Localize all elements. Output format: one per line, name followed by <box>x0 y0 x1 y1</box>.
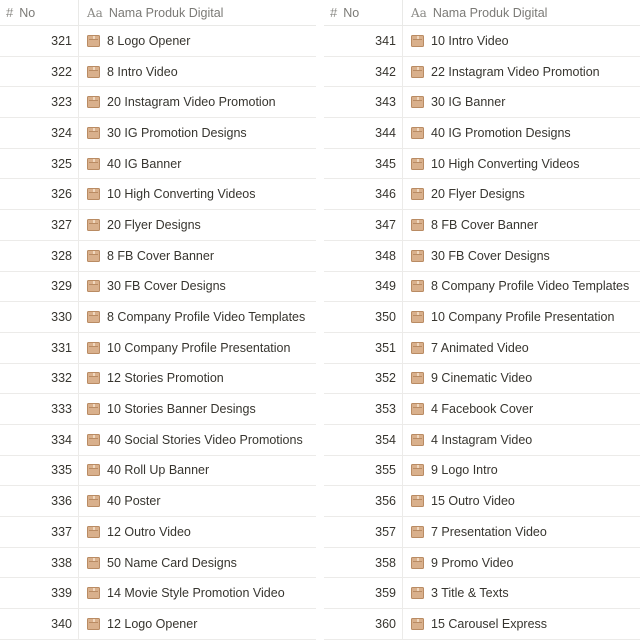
row-number: 329 <box>0 272 79 302</box>
product-name: 20 Flyer Designs <box>107 217 201 232</box>
table-row[interactable] <box>324 302 640 333</box>
box-icon <box>87 372 100 384</box>
table-row[interactable] <box>324 364 640 395</box>
box-icon <box>87 587 100 599</box>
box-icon <box>87 464 100 476</box>
box-icon <box>411 526 424 538</box>
product-name: 30 FB Cover Designs <box>107 279 226 294</box>
column-header-name[interactable] <box>79 0 316 25</box>
row-number: 355 <box>324 456 403 486</box>
table-row[interactable] <box>0 87 316 118</box>
row-number: 321 <box>0 26 79 56</box>
box-icon <box>87 403 100 415</box>
product-name-cell[interactable] <box>403 333 640 363</box>
product-name: 10 High Converting Videos <box>107 187 256 202</box>
table-row[interactable] <box>0 333 316 364</box>
text-type-icon: Aa <box>411 5 427 20</box>
product-name-cell[interactable] <box>79 425 316 455</box>
product-name-cell[interactable] <box>79 486 316 516</box>
product-name-cell[interactable] <box>403 609 640 639</box>
product-name-cell[interactable] <box>79 364 316 394</box>
table-row[interactable] <box>324 87 640 118</box>
box-icon <box>87 219 100 231</box>
row-number: 340 <box>0 609 79 639</box>
row-number: 325 <box>0 149 79 179</box>
table-body <box>0 26 316 640</box>
box-icon <box>87 526 100 538</box>
product-name: 9 Logo Intro <box>431 463 498 478</box>
product-name-cell[interactable] <box>403 87 640 117</box>
product-name-cell[interactable] <box>403 394 640 424</box>
box-icon <box>87 35 100 47</box>
product-name: 15 Outro Video <box>431 494 515 509</box>
row-number: 343 <box>324 87 403 117</box>
product-name: 14 Movie Style Promotion Video <box>107 586 285 601</box>
row-number: 354 <box>324 425 403 455</box>
product-name-cell[interactable] <box>403 241 640 271</box>
product-name: 10 Stories Banner Desings <box>107 402 256 417</box>
product-name: 3 Title & Texts <box>431 586 509 601</box>
row-number: 344 <box>324 118 403 148</box>
table-body <box>324 26 640 640</box>
product-name: 40 Poster <box>107 494 161 509</box>
product-name-cell[interactable] <box>79 333 316 363</box>
product-name: 4 Facebook Cover <box>431 402 534 417</box>
product-name-cell[interactable] <box>403 118 640 148</box>
table-divider <box>316 0 324 640</box>
product-name: 8 FB Cover Banner <box>431 217 538 232</box>
table-row[interactable] <box>0 609 316 640</box>
row-number: 327 <box>0 210 79 240</box>
row-number: 323 <box>0 87 79 117</box>
product-name-cell[interactable] <box>79 609 316 639</box>
table-row[interactable] <box>324 272 640 303</box>
box-icon <box>411 219 424 231</box>
product-name-cell[interactable] <box>403 57 640 87</box>
table-row[interactable] <box>324 179 640 210</box>
box-icon <box>87 250 100 262</box>
table-row[interactable] <box>0 425 316 456</box>
table-row[interactable] <box>0 118 316 149</box>
product-name-cell[interactable] <box>403 456 640 486</box>
product-name-cell[interactable] <box>79 272 316 302</box>
hash-icon: # <box>330 5 338 20</box>
product-name: 9 Cinematic Video <box>431 371 533 386</box>
row-number: 359 <box>324 578 403 608</box>
row-number: 328 <box>0 241 79 271</box>
table-row[interactable] <box>324 578 640 609</box>
product-name: 40 IG Promotion Designs <box>431 125 571 140</box>
table-row[interactable] <box>324 241 640 272</box>
product-name-cell[interactable] <box>79 210 316 240</box>
product-name: 10 Intro Video <box>431 33 509 48</box>
row-number: 324 <box>0 118 79 148</box>
table-row[interactable] <box>324 210 640 241</box>
table-row[interactable] <box>0 272 316 303</box>
box-icon <box>411 250 424 262</box>
table-header <box>324 0 640 26</box>
product-name-cell[interactable] <box>403 486 640 516</box>
box-icon <box>87 557 100 569</box>
box-icon <box>411 557 424 569</box>
table-row[interactable] <box>324 118 640 149</box>
row-number: 338 <box>0 548 79 578</box>
row-number: 341 <box>324 26 403 56</box>
product-name: 7 Presentation Video <box>431 524 547 539</box>
row-number: 330 <box>0 302 79 332</box>
product-name-cell[interactable] <box>403 578 640 608</box>
product-name-cell[interactable] <box>79 548 316 578</box>
product-name: 8 Intro Video <box>107 64 178 79</box>
row-number: 356 <box>324 486 403 516</box>
box-icon <box>411 188 424 200</box>
box-icon <box>87 96 100 108</box>
product-name: 30 FB Cover Designs <box>431 248 550 263</box>
product-table-left <box>0 0 316 640</box>
table-row[interactable] <box>324 486 640 517</box>
box-icon <box>411 618 424 630</box>
product-name: 40 IG Banner <box>107 156 182 171</box>
product-name: 20 Flyer Designs <box>431 187 525 202</box>
product-name: 8 Logo Opener <box>107 33 191 48</box>
table-row[interactable] <box>0 57 316 88</box>
box-icon <box>87 280 100 292</box>
text-type-icon: Aa <box>87 5 103 20</box>
product-name-cell[interactable] <box>79 517 316 547</box>
table-row[interactable] <box>324 456 640 487</box>
row-number: 337 <box>0 517 79 547</box>
table-row[interactable] <box>324 548 640 579</box>
product-name: 40 Social Stories Video Promotions <box>107 432 303 447</box>
product-name-cell[interactable] <box>79 118 316 148</box>
table-row[interactable] <box>324 26 640 57</box>
row-number: 331 <box>0 333 79 363</box>
table-row[interactable] <box>0 241 316 272</box>
row-number: 335 <box>0 456 79 486</box>
box-icon <box>87 127 100 139</box>
product-name: 22 Instagram Video Promotion <box>431 64 600 79</box>
row-number: 353 <box>324 394 403 424</box>
box-icon <box>411 280 424 292</box>
product-name-cell[interactable] <box>403 364 640 394</box>
product-name-cell[interactable] <box>79 87 316 117</box>
table-row[interactable] <box>324 333 640 364</box>
box-icon <box>411 35 424 47</box>
product-name: 10 High Converting Videos <box>431 156 580 171</box>
product-name-cell[interactable] <box>403 179 640 209</box>
product-name: 10 Company Profile Presentation <box>431 310 615 325</box>
table-row[interactable] <box>324 425 640 456</box>
box-icon <box>411 403 424 415</box>
column-header-name[interactable] <box>403 0 640 25</box>
row-number: 347 <box>324 210 403 240</box>
product-name: 12 Logo Opener <box>107 616 198 631</box>
table-row[interactable] <box>0 486 316 517</box>
column-header-no-label: No <box>343 5 360 20</box>
column-header-name-label: Nama Produk Digital <box>108 5 224 20</box>
box-icon <box>87 66 100 78</box>
product-name: 15 Carousel Express <box>431 616 548 631</box>
box-icon <box>411 587 424 599</box>
product-name-cell[interactable] <box>403 210 640 240</box>
column-header-no[interactable] <box>0 0 79 25</box>
row-number: 360 <box>324 609 403 639</box>
table-header <box>0 0 316 26</box>
product-name-cell[interactable] <box>403 425 640 455</box>
box-icon <box>411 372 424 384</box>
product-name-cell[interactable] <box>79 149 316 179</box>
product-name: 40 Roll Up Banner <box>107 463 210 478</box>
table-row[interactable] <box>324 394 640 425</box>
product-name-cell[interactable] <box>403 149 640 179</box>
table-row[interactable] <box>0 456 316 487</box>
row-number: 348 <box>324 241 403 271</box>
box-icon <box>411 127 424 139</box>
row-number: 332 <box>0 364 79 394</box>
product-name-cell[interactable] <box>79 456 316 486</box>
product-name: 4 Instagram Video <box>431 432 533 447</box>
row-number: 349 <box>324 272 403 302</box>
row-number: 326 <box>0 179 79 209</box>
product-name-cell[interactable] <box>79 179 316 209</box>
table-row[interactable] <box>0 394 316 425</box>
table-row[interactable] <box>0 210 316 241</box>
product-name-cell[interactable] <box>79 57 316 87</box>
box-icon <box>411 66 424 78</box>
product-name: 7 Animated Video <box>431 340 529 355</box>
box-icon <box>411 495 424 507</box>
product-name-cell[interactable] <box>79 241 316 271</box>
row-number: 357 <box>324 517 403 547</box>
box-icon <box>87 158 100 170</box>
box-icon <box>87 618 100 630</box>
product-name: 9 Promo Video <box>431 555 514 570</box>
hash-icon: # <box>6 5 14 20</box>
box-icon <box>411 434 424 446</box>
row-number: 342 <box>324 57 403 87</box>
table-row[interactable] <box>0 578 316 609</box>
product-name: 50 Name Card Designs <box>107 555 237 570</box>
box-icon <box>411 311 424 323</box>
product-name: 12 Outro Video <box>107 524 191 539</box>
table-row[interactable] <box>0 548 316 579</box>
product-name: 10 Company Profile Presentation <box>107 340 291 355</box>
row-number: 345 <box>324 149 403 179</box>
column-header-no-label: No <box>19 5 36 20</box>
column-header-no[interactable] <box>324 0 403 25</box>
row-number: 333 <box>0 394 79 424</box>
product-name: 8 Company Profile Video Templates <box>107 310 306 325</box>
box-icon <box>87 495 100 507</box>
product-name-cell[interactable] <box>403 26 640 56</box>
table-row[interactable] <box>324 517 640 548</box>
product-name-cell[interactable] <box>79 578 316 608</box>
table-row[interactable] <box>0 517 316 548</box>
table-row[interactable] <box>324 609 640 640</box>
table-row[interactable] <box>0 26 316 57</box>
product-name: 12 Stories Promotion <box>107 371 224 386</box>
row-number: 350 <box>324 302 403 332</box>
box-icon <box>87 311 100 323</box>
box-icon <box>87 188 100 200</box>
row-number: 346 <box>324 179 403 209</box>
product-name-cell[interactable] <box>403 272 640 302</box>
row-number: 352 <box>324 364 403 394</box>
box-icon <box>411 158 424 170</box>
product-table-right <box>324 0 640 640</box>
table-row[interactable] <box>0 179 316 210</box>
product-name: 30 IG Banner <box>431 95 506 110</box>
product-name-cell[interactable] <box>79 302 316 332</box>
box-icon <box>411 464 424 476</box>
column-header-name-label: Nama Produk Digital <box>432 5 548 20</box>
product-name: 30 IG Promotion Designs <box>107 125 247 140</box>
row-number: 336 <box>0 486 79 516</box>
box-icon <box>87 342 100 354</box>
product-name-cell[interactable] <box>403 517 640 547</box>
product-name-cell[interactable] <box>403 548 640 578</box>
product-name: 8 FB Cover Banner <box>107 248 214 263</box>
box-icon <box>411 342 424 354</box>
table-row[interactable] <box>0 302 316 333</box>
table-row[interactable] <box>324 149 640 180</box>
box-icon <box>411 96 424 108</box>
row-number: 322 <box>0 57 79 87</box>
table-row[interactable] <box>0 149 316 180</box>
table-row[interactable] <box>0 364 316 395</box>
row-number: 339 <box>0 578 79 608</box>
product-name: 20 Instagram Video Promotion <box>107 95 276 110</box>
table-row[interactable] <box>324 57 640 88</box>
product-name-cell[interactable] <box>79 26 316 56</box>
product-name: 8 Company Profile Video Templates <box>431 279 630 294</box>
product-name-cell[interactable] <box>403 302 640 332</box>
box-icon <box>87 434 100 446</box>
row-number: 351 <box>324 333 403 363</box>
row-number: 334 <box>0 425 79 455</box>
product-name-cell[interactable] <box>79 394 316 424</box>
row-number: 358 <box>324 548 403 578</box>
